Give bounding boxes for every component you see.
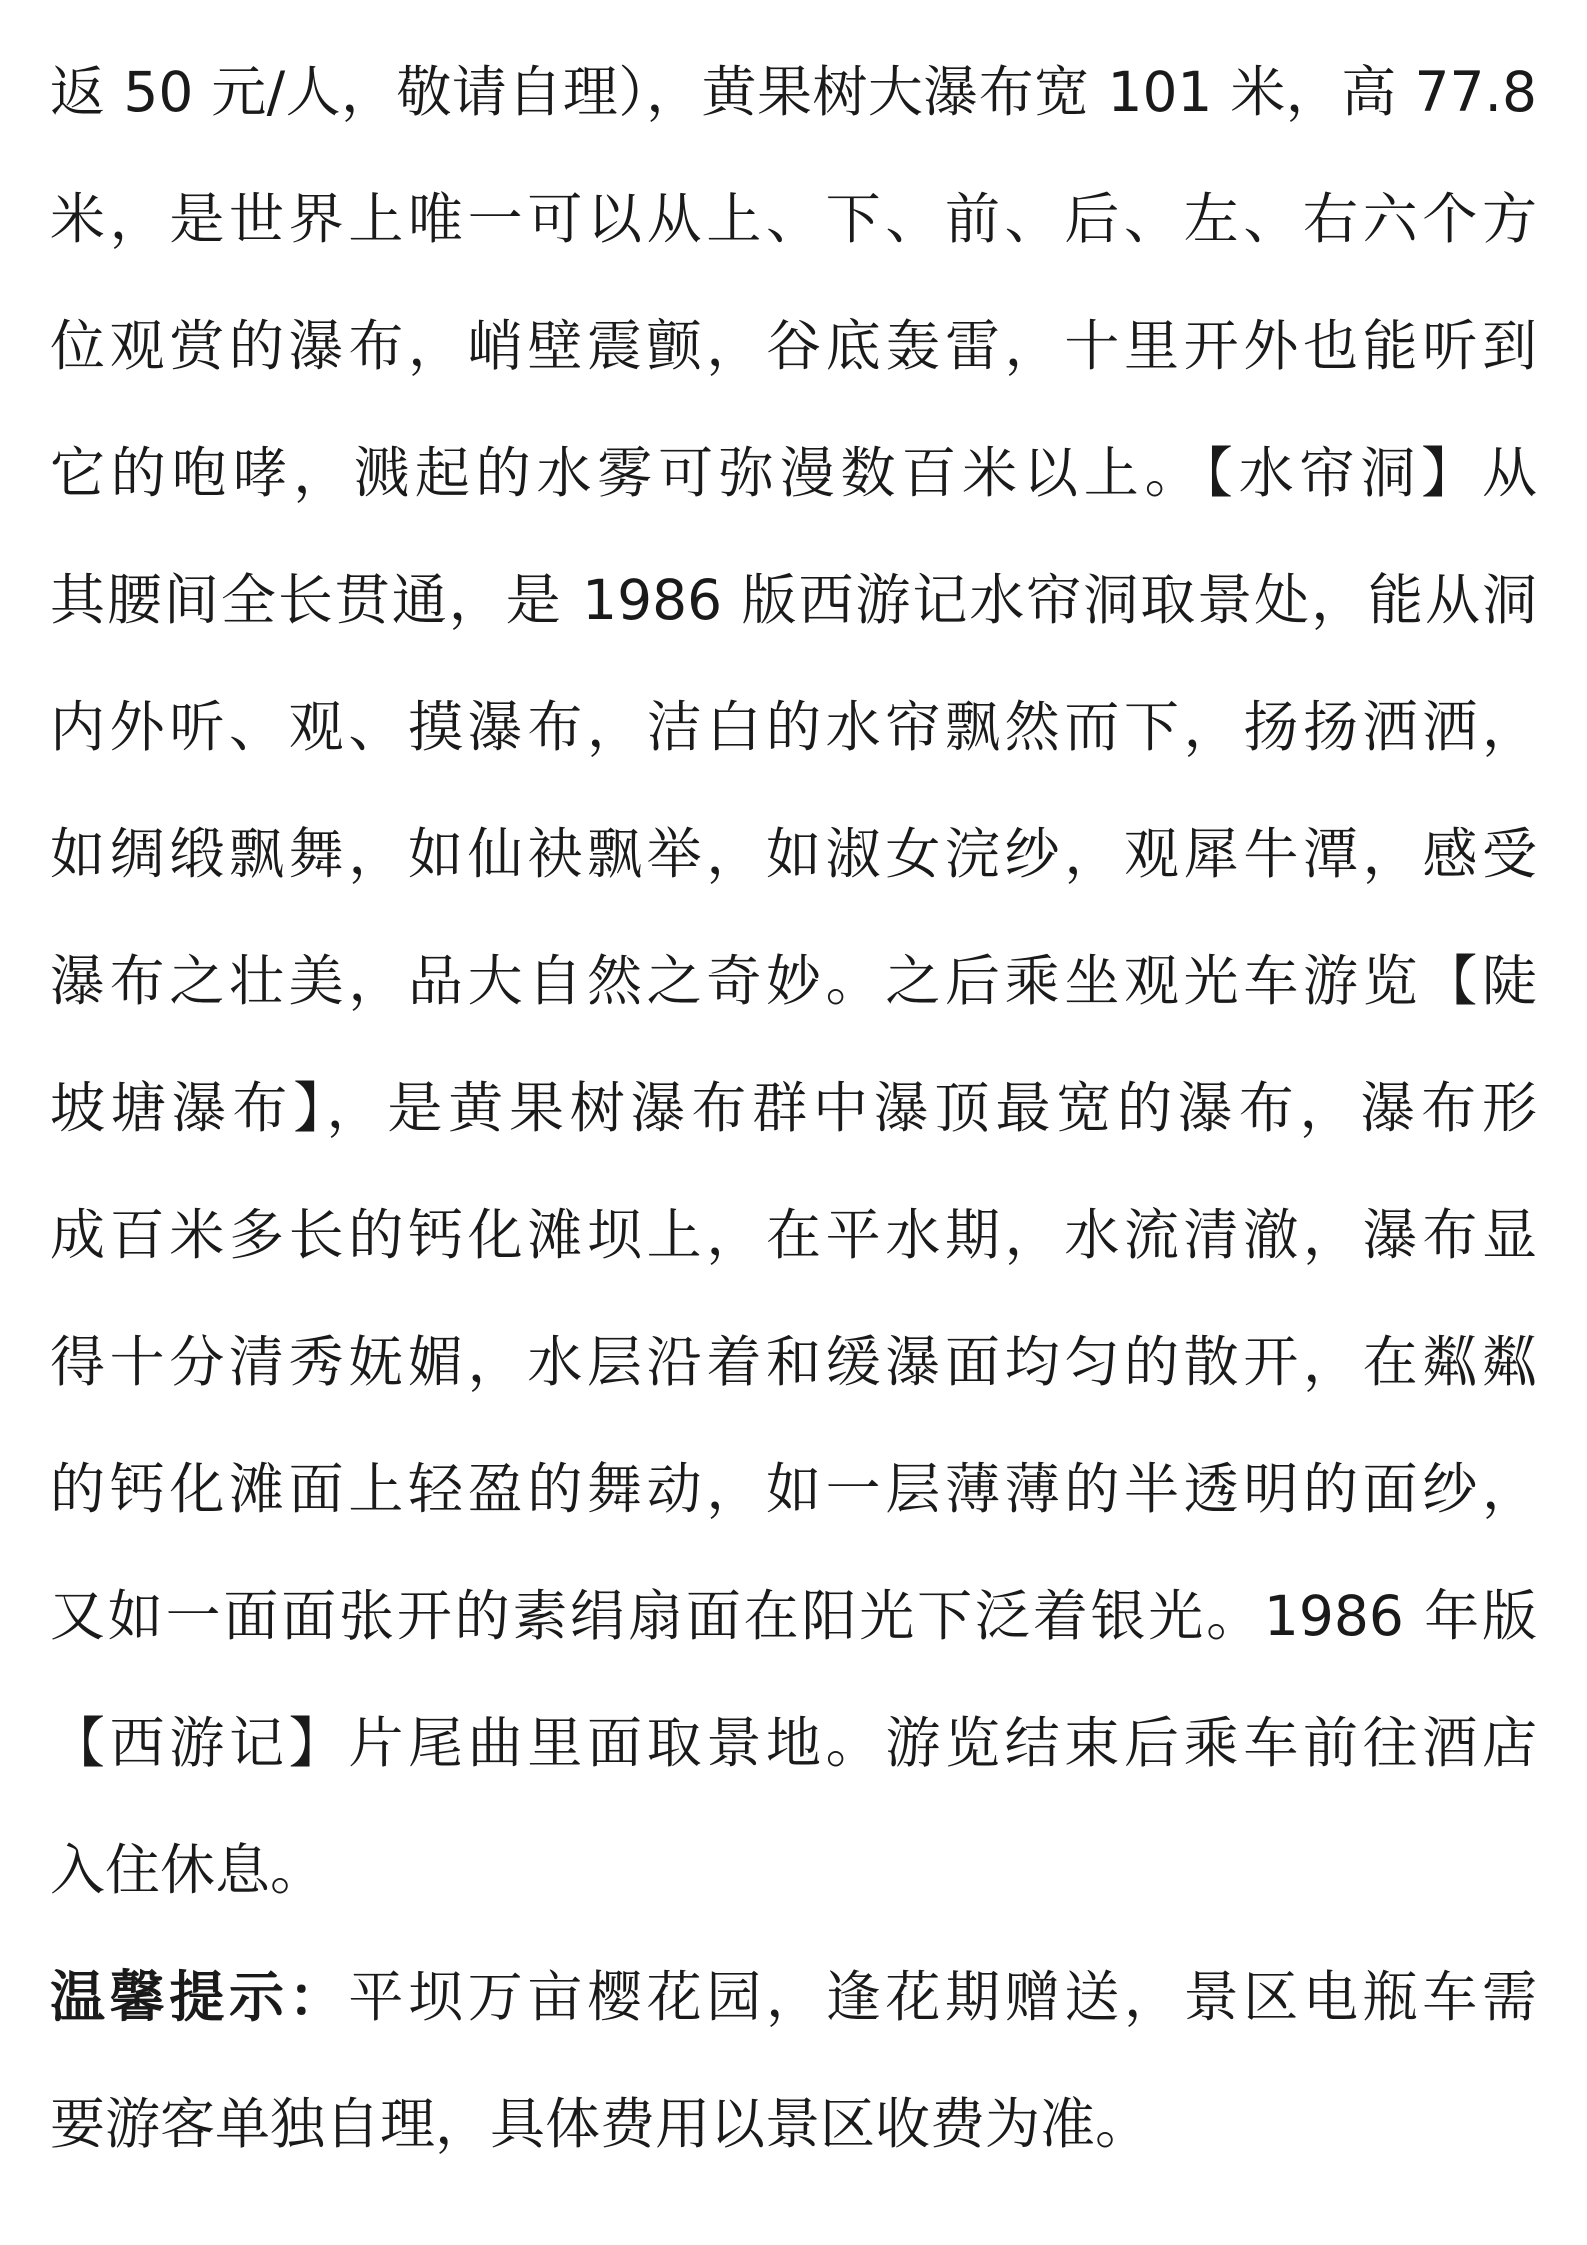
tip-label: 温馨提示： (50, 1965, 349, 2029)
paragraph-line: 米，是世界上唯一可以从上、下、前、后、左、右六个方 (50, 187, 1537, 251)
tip-text: 平坝万亩樱花园，逢花期赠送，景区电瓶车需 (348, 1965, 1537, 2029)
paragraph-line: 得十分清秀妩媚，水层沿着和缓瀑面均匀的散开，在粼粼 (50, 1330, 1537, 1394)
warm-tip (50, 1947, 1537, 2201)
paragraph-line: 它的咆哮，溅起的水雾可弥漫数百米以上。【水帘洞】从 (50, 441, 1537, 505)
paragraph-line: 又如一面面张开的素绢扇面在阳光下泛着银光。1986 年版 (50, 1584, 1537, 1648)
paragraph-line: 瀑布之壮美，品大自然之奇妙。之后乘坐观光车游览【陡 (50, 949, 1537, 1013)
paragraph-line: 如绸缎飘舞，如仙袂飘举，如淑女浣纱，观犀牛潭，感受 (50, 822, 1537, 886)
tip-line (50, 1947, 1537, 2074)
paragraph-line: 入住休息。 (50, 1838, 326, 1902)
paragraph-line: 其腰间全长贯通，是 1986 版西游记水帘洞取景处，能从洞 (50, 568, 1537, 632)
paragraph-line: 位观赏的瀑布，峭壁震颤，谷底轰雷，十里开外也能听到 (50, 314, 1537, 378)
paragraph-line: 【西游记】片尾曲里面取景地。游览结束后乘车前往酒店 (50, 1711, 1537, 1775)
itinerary-paragraph (50, 42, 1537, 1947)
tip-line: 要游客单独自理，具体费用以景区收费为准。 (50, 2092, 1151, 2156)
paragraph-line: 返 50 元/人，敬请自理），黄果树大瀑布宽 101 米，高 77.8 (50, 60, 1537, 124)
paragraph-line: 成百米多长的钙化滩坝上，在平水期，水流清澈，瀑布显 (50, 1203, 1537, 1267)
paragraph-line: 坡塘瀑布】，是黄果树瀑布群中瀑顶最宽的瀑布，瀑布形 (50, 1076, 1537, 1140)
paragraph-line: 内外听、观、摸瀑布，洁白的水帘飘然而下，扬扬洒洒， (50, 695, 1537, 759)
paragraph-line: 的钙化滩面上轻盈的舞动，如一层薄薄的半透明的面纱， (50, 1457, 1537, 1521)
